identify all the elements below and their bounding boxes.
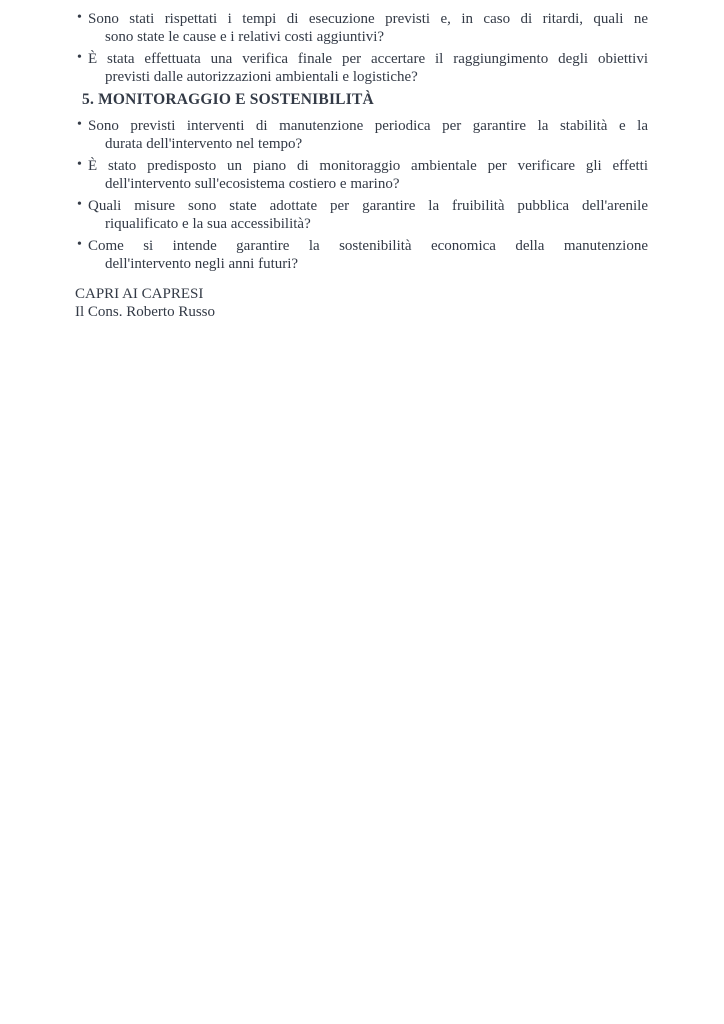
bullet-line: riqualificato e la sua accessibilità?	[105, 216, 311, 232]
bullet-icon: •	[77, 157, 82, 172]
signature-block	[75, 285, 648, 321]
bullet-icon: •	[77, 197, 82, 212]
bullet-item	[75, 157, 648, 193]
bullet-item	[75, 50, 648, 86]
bullet-line: Sono previsti interventi di manutenzione periodica per garantire la stabilità e la	[88, 118, 648, 134]
bullet-line: È stato predisposto un piano di monitoraggio ambientale per verificare gli effetti	[88, 158, 648, 174]
bullet-line: Quali misure sono state adottate per garantire la fruibilità pubblica dell'arenile	[88, 198, 648, 214]
signature-organization: CAPRI AI CAPRESI	[75, 286, 204, 302]
bullet-line: durata dell'intervento nel tempo?	[105, 136, 303, 152]
bullet-icon: •	[77, 117, 82, 132]
bullet-icon: •	[77, 50, 82, 65]
section-heading: 5. MONITORAGGIO E SOSTENIBILITÀ	[82, 91, 374, 108]
bullet-line: Sono stati rispettati i tempi di esecuzione previsti e, in caso di ritardi, quali ne	[88, 11, 648, 27]
bullet-item	[75, 197, 648, 233]
bullet-line: sono state le cause e i relativi costi aggiuntivi?	[105, 29, 385, 45]
signature-signatory: Il Cons. Roberto Russo	[75, 304, 216, 320]
bullet-item	[75, 237, 648, 273]
bullet-item	[75, 10, 648, 46]
bullet-line: dell'intervento negli anni futuri?	[105, 256, 299, 272]
bullet-line: È stata effettuata una verifica finale per accertare il raggiungimento degli obiettivi	[88, 51, 648, 67]
document-content	[0, 0, 724, 321]
bullet-icon: •	[77, 10, 82, 25]
bullet-icon: •	[77, 237, 82, 252]
bullet-item	[75, 117, 648, 153]
bullet-line: Come si intende garantire la sostenibilità economica della manutenzione	[88, 238, 648, 254]
bullet-line: previsti dalle autorizzazioni ambientali e logistiche?	[105, 69, 418, 85]
bullet-line: dell'intervento sull'ecosistema costiero e marino?	[105, 176, 400, 192]
